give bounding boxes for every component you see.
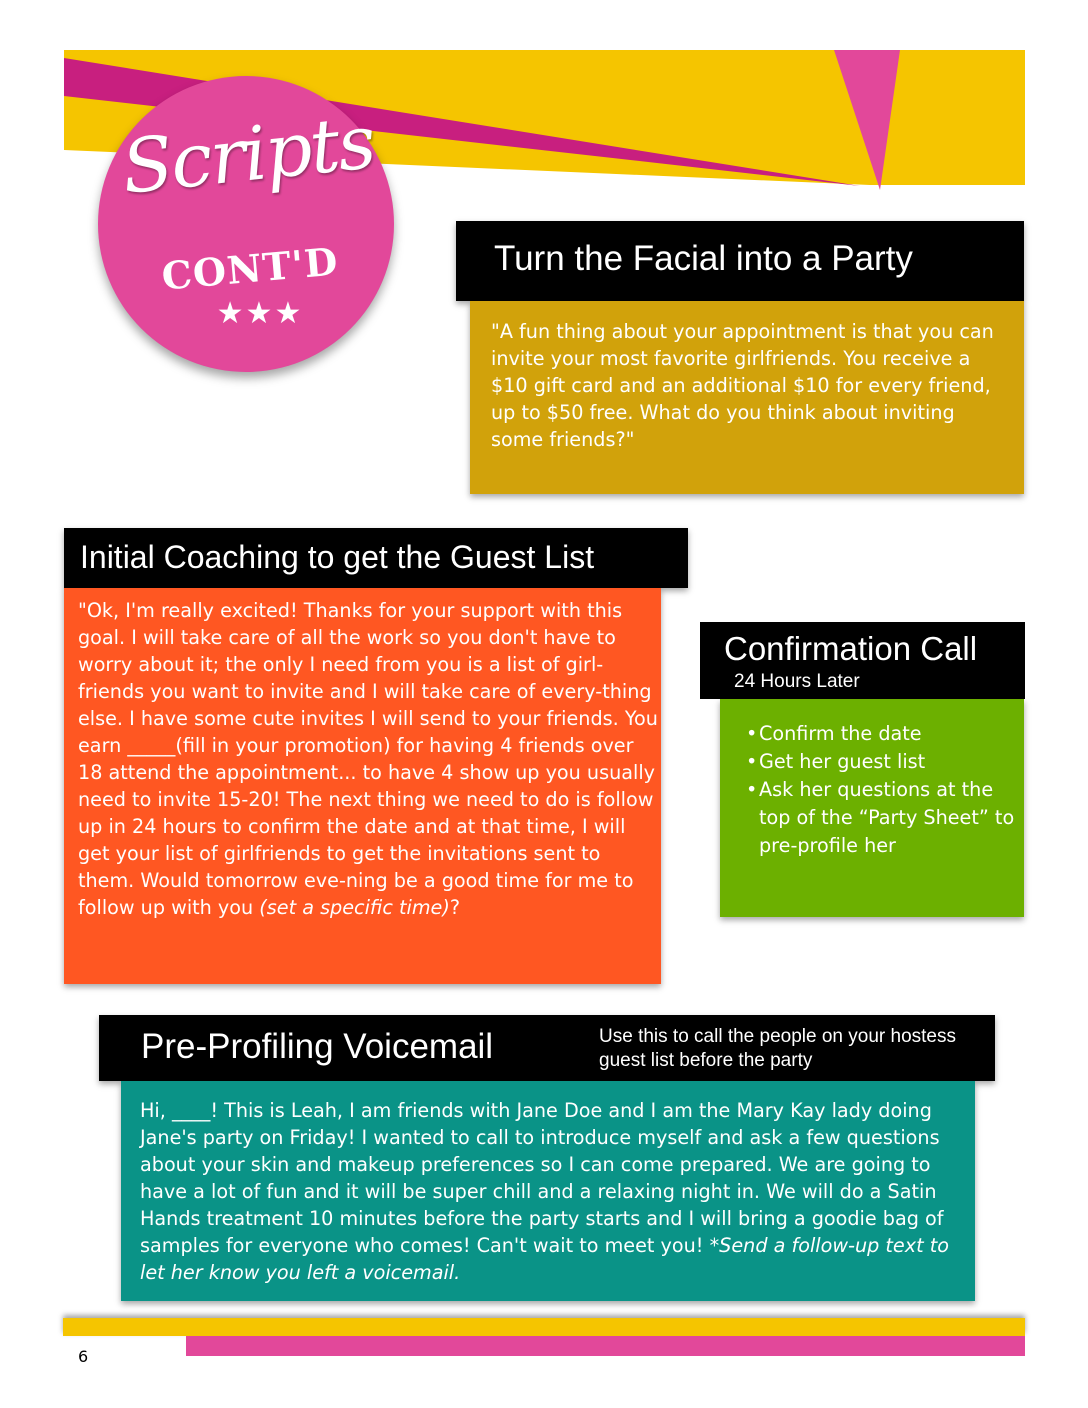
facial-section-title: Turn the Facial into a Party	[494, 239, 913, 278]
list-item: • Get her guest list	[746, 748, 1022, 776]
badge-contd-text: CONT'D	[159, 238, 341, 299]
confirmation-section-header	[700, 622, 1025, 699]
page-number: 6	[78, 1347, 89, 1366]
coaching-text-italic: (set a specific time)	[259, 896, 450, 919]
voicemail-section-title: Pre-Profiling Voicemail	[141, 1027, 494, 1066]
list-item: • Confirm the date	[746, 720, 1022, 748]
voicemail-text-body: Hi, ____! This is Leah, I am friends with Jane Doe and I am the Mary Kay lady doing Jane's party on Friday! I wanted to call to introduce myself and ask a few questions about your skin and makeup preferences so I can come prepared. We are going to have a lot of fun and it will be super chill and a relaxing night in. We will do a Satin Hands treatment 10 minutes before the party starts and I will bring a goodie bag of samples for everyone who comes! Can't wait to meet you!	[140, 1099, 944, 1257]
badge-script-text: Scripts	[118, 99, 378, 211]
coaching-section-text	[78, 597, 658, 921]
voicemail-text-italic: *Send a follow-up text to let her know you left a voicemail.	[140, 1234, 949, 1284]
confirmation-section-subtitle: 24 Hours Later	[734, 671, 860, 692]
list-item: • Ask her questions at the top of the “Party Sheet” to pre-profile her	[746, 776, 1022, 860]
voicemail-section-header	[99, 1015, 995, 1081]
coaching-section-header	[64, 528, 688, 588]
footer-pink-bar	[186, 1336, 1025, 1356]
badge-stars-icon: ★★★	[216, 296, 304, 331]
coaching-text-end: ?	[449, 896, 460, 919]
footer-yellow-bar	[63, 1318, 1025, 1336]
facial-section-header	[456, 221, 1024, 301]
facial-section-text: "A fun thing about your appointment is that you can invite your most favorite girlfriends. You receive a $10 gift card and an additional $10 for every friend, up to $50 free. What do you think about inviting some friends?"	[491, 320, 994, 451]
confirmation-section-title: Confirmation Call	[724, 630, 978, 667]
voicemail-section-note: Use this to call the people on your hostess guest list before the party	[599, 1026, 956, 1071]
coaching-section-title: Initial Coaching to get the Guest List	[80, 539, 595, 575]
coaching-text-body: "Ok, I'm really excited! Thanks for your support with this goal. I will take care of all the work so you don't have to worry about it; the only I need from you is a list of girl-friends you want to invite and I will take care of every-thing else. I have some cute invites I will send to your friends. You earn _____(fill in your promotion) for having 4 friends over 18 attend the appointment... to have 4 show up you usually need to invite 15-20! The next thing we need to do is follow up in 24 hours to confirm the date and at that time, I will get your list of girlfriends to get the invitations sent to them. Would tomorrow eve-ning be a good time for me to follow up with you	[78, 599, 658, 919]
voicemail-section-text	[140, 1097, 970, 1286]
confirmation-list	[746, 720, 1022, 860]
